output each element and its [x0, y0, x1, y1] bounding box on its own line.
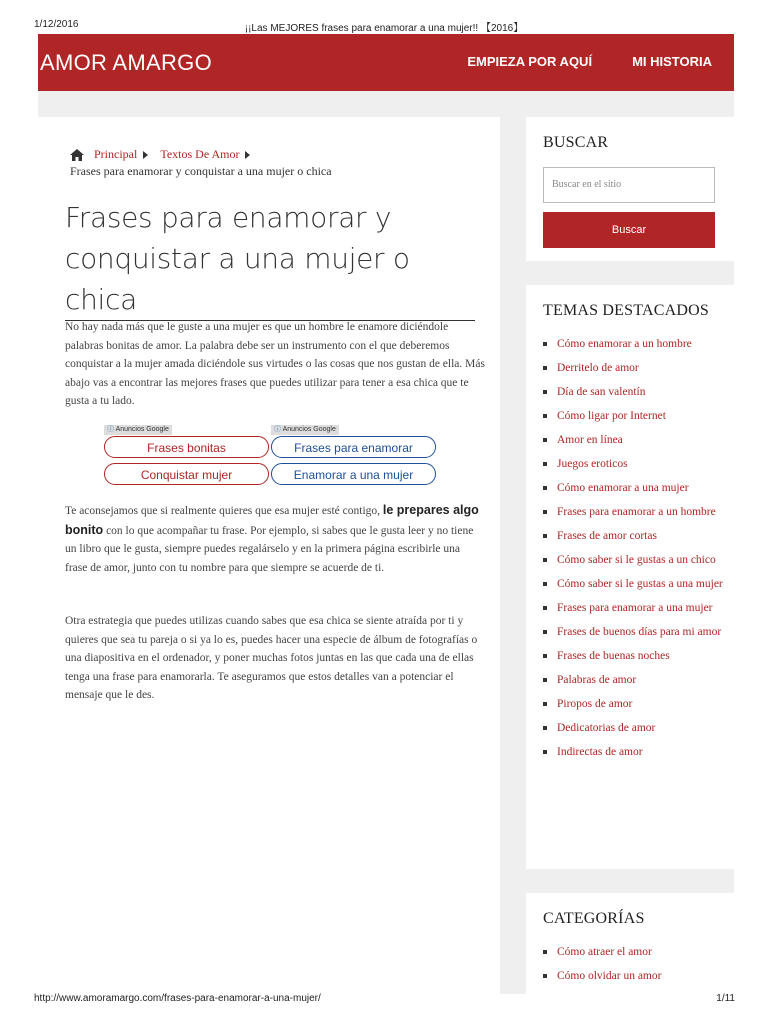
caret-right-icon [143, 151, 148, 159]
topic-link[interactable]: Cómo ligar por Internet [557, 410, 666, 422]
topic-link[interactable]: Cómo saber si le gustas a una mujer [557, 578, 723, 590]
search-button[interactable]: Buscar [543, 212, 715, 248]
paragraph-emphasis: le prepares algo bonito [65, 503, 479, 537]
breadcrumb-category-link[interactable]: Textos De Amor [160, 147, 240, 161]
ad-column [104, 418, 269, 490]
list-item [543, 647, 723, 665]
list-item [543, 503, 723, 521]
info-icon: ⓘ [107, 426, 114, 433]
google-ads-block [104, 418, 444, 494]
topic-link[interactable]: Cómo enamorar a un hombre [557, 338, 692, 350]
topic-link[interactable]: Dedicatorias de amor [557, 722, 656, 734]
web-page [38, 34, 734, 994]
categories-widget [526, 893, 734, 994]
topic-link[interactable]: Frases para enamorar a un hombre [557, 506, 716, 518]
article-paragraph [65, 501, 485, 577]
list-item [543, 943, 723, 961]
topic-link[interactable]: Piropos de amor [557, 698, 633, 710]
nav-mi-historia[interactable]: MI HISTORIA [632, 54, 712, 69]
breadcrumb-home-link[interactable]: Principal [94, 147, 138, 161]
list-item [543, 719, 723, 737]
featured-topics-title: TEMAS DESTACADOS [543, 302, 709, 319]
article-paragraph: Otra estrategia que puedes utilizas cuando sabes que esa chica se siente atraída por ti y quieres que sea tu pareja o si ya lo es, puedes hacer una especie de álbum de fotografías o una diapositiva en el ordenador, y poner muchas fotos juntas en las que cada una de ellas tenga una frase para enamorarla. Te aseguramos que estos detalles van a potenciar el mensaje que le des. [65, 615, 478, 701]
print-doc-title: ¡¡Las MEJORES frases para enamorar a una mujer!! 【2016】 [244, 23, 524, 34]
topic-link[interactable]: Frases de buenos días para mi amor [557, 626, 722, 638]
search-widget-title: BUSCAR [543, 134, 609, 151]
article-paragraph: No hay nada más que le guste a una mujer es que un hombre le enamore diciéndole palabras bonitas de amor. La palabra debe ser un instrumento con el que deberemos conquistar a la mujer amada diciéndole sus virtudes o las cosas que nos gustan de ella. Más abajo vas a encontrar las mejores frases que puedes utilizar para tener a esa chica que te gusta a tu lado. [65, 321, 485, 407]
list-item [543, 967, 723, 985]
ad-label[interactable] [104, 425, 172, 435]
ad-link-conquistar-mujer[interactable]: Conquistar mujer [104, 463, 269, 485]
list-item [543, 335, 723, 353]
list-item [543, 455, 723, 473]
list-item [543, 599, 723, 617]
topic-link[interactable]: Frases de buenas noches [557, 650, 670, 662]
list-item [543, 407, 723, 425]
topic-link[interactable]: Juegos eroticos [557, 458, 628, 470]
list-item [543, 551, 723, 569]
info-icon: ⓘ [274, 426, 281, 433]
categories-list [543, 943, 723, 991]
print-header [0, 0, 768, 34]
list-item [543, 575, 723, 593]
print-url: http://www.amoramargo.com/frases-para-enamorar-a-una-mujer/ [34, 993, 321, 1004]
paragraph-text: con lo que acompañar tu frase. Por ejemplo, si sabes que le gusta leer y no tiene un libro que le gusta, siempre puedes regalárselo y en la primera página escribirle una frase de amor, junto con tu nombre para que siempre se acuerde de ti. [65, 524, 474, 574]
breadcrumb-current: Frases para enamorar y conquistar a una mujer o chica [70, 164, 332, 178]
list-item [543, 527, 723, 545]
print-date: 1/12/2016 [34, 19, 79, 30]
ad-column [271, 418, 436, 490]
site-logo[interactable]: AMOR AMARGO [40, 50, 212, 75]
featured-topics-list [543, 335, 723, 767]
site-header [38, 34, 734, 91]
topic-link[interactable]: Palabras de amor [557, 674, 637, 686]
nav-empieza-por-aqui[interactable]: EMPIEZA POR AQUÍ [467, 54, 593, 69]
search-widget [526, 117, 734, 261]
topic-link[interactable]: Amor en línea [557, 434, 623, 446]
print-page-number: 1/11 [716, 993, 735, 1004]
caret-right-icon [245, 151, 250, 159]
topic-link[interactable]: Cómo enamorar a una mujer [557, 482, 689, 494]
ad-label[interactable] [271, 425, 339, 435]
list-item [543, 743, 723, 761]
main-nav [467, 54, 712, 69]
page-title: Frases para enamorar y conquistar a una mujer o chica [65, 197, 475, 321]
ad-link-frases-bonitas[interactable]: Frases bonitas [104, 436, 269, 458]
categories-title: CATEGORÍAS [543, 910, 645, 927]
topic-link[interactable]: Indirectas de amor [557, 746, 643, 758]
topic-link[interactable]: Frases para enamorar a una mujer [557, 602, 713, 614]
topic-link[interactable]: Cómo saber si le gustas a un chico [557, 554, 716, 566]
featured-topics-widget [526, 285, 734, 869]
topic-link[interactable]: Frases de amor cortas [557, 530, 657, 542]
paragraph-text: Te aconsejamos que si realmente quieres que esa mujer esté contigo, [65, 505, 383, 517]
topic-link[interactable]: Derritelo de amor [557, 362, 639, 374]
list-item [543, 695, 723, 713]
ad-link-frases-para-enamorar[interactable]: Frases para enamorar [271, 436, 436, 458]
article-container [38, 117, 500, 994]
ad-label-text: Anuncios Google [115, 426, 169, 433]
search-input[interactable]: Buscar en el sitio [543, 167, 715, 203]
list-item [543, 623, 723, 641]
print-footer [0, 993, 768, 1013]
breadcrumb [70, 146, 332, 180]
list-item [543, 479, 723, 497]
topic-link[interactable]: Día de san valentín [557, 386, 646, 398]
ad-label-text: Anuncios Google [282, 426, 336, 433]
category-link[interactable]: Cómo olvidar un amor [557, 970, 662, 982]
home-icon [70, 149, 84, 161]
list-item [543, 359, 723, 377]
ad-link-enamorar-a-una-mujer[interactable]: Enamorar a una mujer [271, 463, 436, 485]
list-item [543, 671, 723, 689]
list-item [543, 431, 723, 449]
category-link[interactable]: Cómo atraer el amor [557, 946, 652, 958]
list-item [543, 383, 723, 401]
